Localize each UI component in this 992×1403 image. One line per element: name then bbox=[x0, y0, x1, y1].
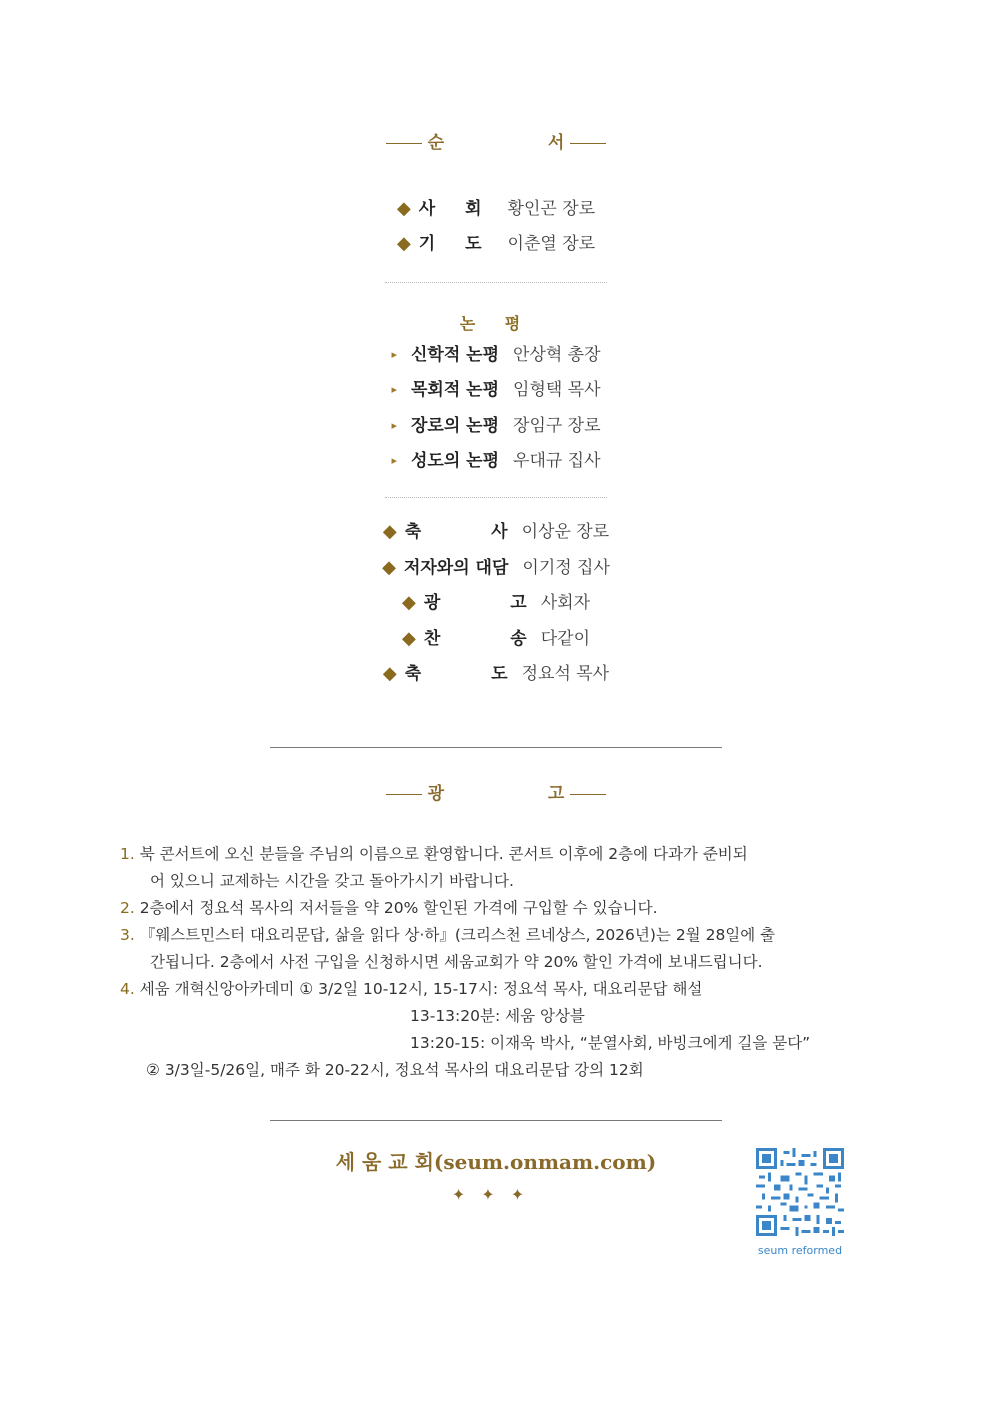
review-label: 목회적 논평 bbox=[410, 380, 500, 400]
title-dash-right bbox=[570, 794, 606, 795]
review-value: 안상혁 총장 bbox=[513, 345, 601, 365]
order-label-a: 축 bbox=[404, 664, 422, 684]
order-value: 이상운 장로 bbox=[521, 522, 610, 542]
notice-1 bbox=[120, 841, 872, 868]
church-name: 세 움 교 회(seum.onmam.com) bbox=[335, 1150, 657, 1174]
order-value: 정요석 목사 bbox=[521, 664, 610, 684]
review-value: 우대규 집사 bbox=[513, 451, 601, 471]
qr-caption: seum reformed bbox=[757, 1244, 843, 1257]
triangle-icon: ▸ bbox=[391, 348, 397, 361]
order-item-host bbox=[0, 197, 992, 221]
notice-number: 4. bbox=[120, 980, 135, 998]
order-label-b: 고 bbox=[510, 593, 527, 613]
title-dash-right bbox=[570, 143, 606, 144]
notice-number: 1. bbox=[120, 845, 135, 863]
diamond-icon: ◆ bbox=[396, 233, 411, 254]
review-value: 임형택 목사 bbox=[513, 380, 601, 400]
title-dash-left bbox=[386, 143, 422, 144]
order-item-talk bbox=[0, 556, 992, 580]
order-section-title bbox=[0, 128, 992, 153]
section-divider bbox=[270, 747, 722, 748]
review-item bbox=[0, 449, 992, 473]
order-label-a: 광 bbox=[423, 593, 441, 613]
notice-3 bbox=[120, 922, 872, 949]
review-item bbox=[0, 414, 992, 438]
order-item-prayer bbox=[0, 232, 992, 256]
notice-number: 2. bbox=[120, 899, 135, 917]
notice-text: 『웨스트민스터 대요리문답, 삶을 읽다 상·하』(크리스천 르네상스, 2026년)는 2월 28일에 출 bbox=[139, 926, 776, 944]
order-value: 황인곤 장로 bbox=[507, 199, 596, 219]
section-divider bbox=[270, 1120, 722, 1121]
order-label-b: 송 bbox=[510, 629, 527, 649]
notice-2 bbox=[120, 895, 872, 922]
order-title-right: 서 bbox=[547, 133, 565, 153]
notice-4-cont: ② 3/3일-5/26일, 매주 화 20-22시, 정요석 목사의 대요리문답 강의 12회 bbox=[146, 1061, 644, 1079]
notice-number: 3. bbox=[120, 926, 135, 944]
order-label-b: 사 bbox=[491, 522, 508, 542]
dotted-divider bbox=[385, 282, 607, 283]
review-value: 장임구 장로 bbox=[513, 416, 601, 436]
notice-4 bbox=[120, 976, 872, 1003]
notice-4-cont: 13:20-15: 이재욱 박사, “분열사회, 바빙크에게 길을 묻다” bbox=[410, 1034, 811, 1052]
order-label-a: 축 bbox=[404, 522, 422, 542]
review-item bbox=[0, 343, 992, 367]
triangle-icon: ▸ bbox=[391, 454, 397, 467]
notice-section-title bbox=[0, 779, 992, 804]
order-label: 기 도 bbox=[418, 234, 494, 254]
diamond-icon: ◆ bbox=[396, 198, 411, 219]
diamond-icon: ◆ bbox=[382, 663, 397, 684]
order-item-benediction bbox=[0, 662, 992, 686]
review-label: 신학적 논평 bbox=[410, 345, 500, 365]
diamond-icon: ◆ bbox=[402, 628, 416, 649]
order-label-a: 찬 bbox=[423, 629, 441, 649]
order-item-announce bbox=[0, 591, 992, 615]
notice-text: 북 콘서트에 오신 분들을 주님의 이름으로 환영합니다. 콘서트 이후에 2층에 다과가 준비되 bbox=[139, 845, 748, 863]
dotted-divider bbox=[385, 497, 607, 498]
triangle-icon: ▸ bbox=[391, 419, 397, 432]
notice-text: 2층에서 정요석 목사의 저서들을 약 20% 할인된 가격에 구입할 수 있습니다. bbox=[139, 899, 658, 917]
notice-title-right: 고 bbox=[547, 784, 565, 804]
triangle-icon: ▸ bbox=[391, 383, 397, 396]
order-value: 사회자 bbox=[540, 593, 590, 613]
diamond-icon: ◆ bbox=[382, 557, 396, 578]
diamond-icon: ◆ bbox=[402, 592, 416, 613]
review-item bbox=[0, 378, 992, 402]
review-subheading: 논 평 bbox=[459, 314, 533, 333]
title-dash-left bbox=[386, 794, 422, 795]
diamond-icon: ◆ bbox=[382, 521, 397, 542]
order-item-hymn bbox=[0, 627, 992, 651]
notice-text: 세움 개혁신앙아카데미 ① 3/2일 10-12시, 15-17시: 정요석 목사, 대요리문답 해설 bbox=[139, 980, 703, 998]
notice-4-cont: 13-13:20분: 세움 앙상블 bbox=[410, 1007, 585, 1025]
order-label: 사 회 bbox=[418, 199, 494, 219]
notice-title-left: 광 bbox=[427, 784, 445, 804]
notice-1-cont: 어 있으니 교제하는 시간을 갖고 돌아가시기 바랍니다. bbox=[150, 872, 514, 890]
notice-list bbox=[120, 841, 872, 1084]
order-value: 다같이 bbox=[540, 629, 590, 649]
order-value: 이기정 집사 bbox=[522, 558, 610, 578]
review-label: 장로의 논평 bbox=[410, 416, 500, 436]
order-label-b: 도 bbox=[491, 664, 508, 684]
order-value: 이춘열 장로 bbox=[507, 234, 596, 254]
review-label: 성도의 논평 bbox=[410, 451, 500, 471]
qr-code-icon[interactable] bbox=[756, 1148, 844, 1236]
star-ornament: ✦✦✦ bbox=[451, 1185, 541, 1204]
notice-3-cont: 간됩니다. 2층에서 사전 구입을 신청하시면 세움교회가 약 20% 할인 가격에 보내드립니다. bbox=[150, 953, 763, 971]
order-label: 저자와의 대담 bbox=[403, 558, 509, 578]
order-item-congrats bbox=[0, 520, 992, 544]
order-title-left: 순 bbox=[427, 133, 445, 153]
